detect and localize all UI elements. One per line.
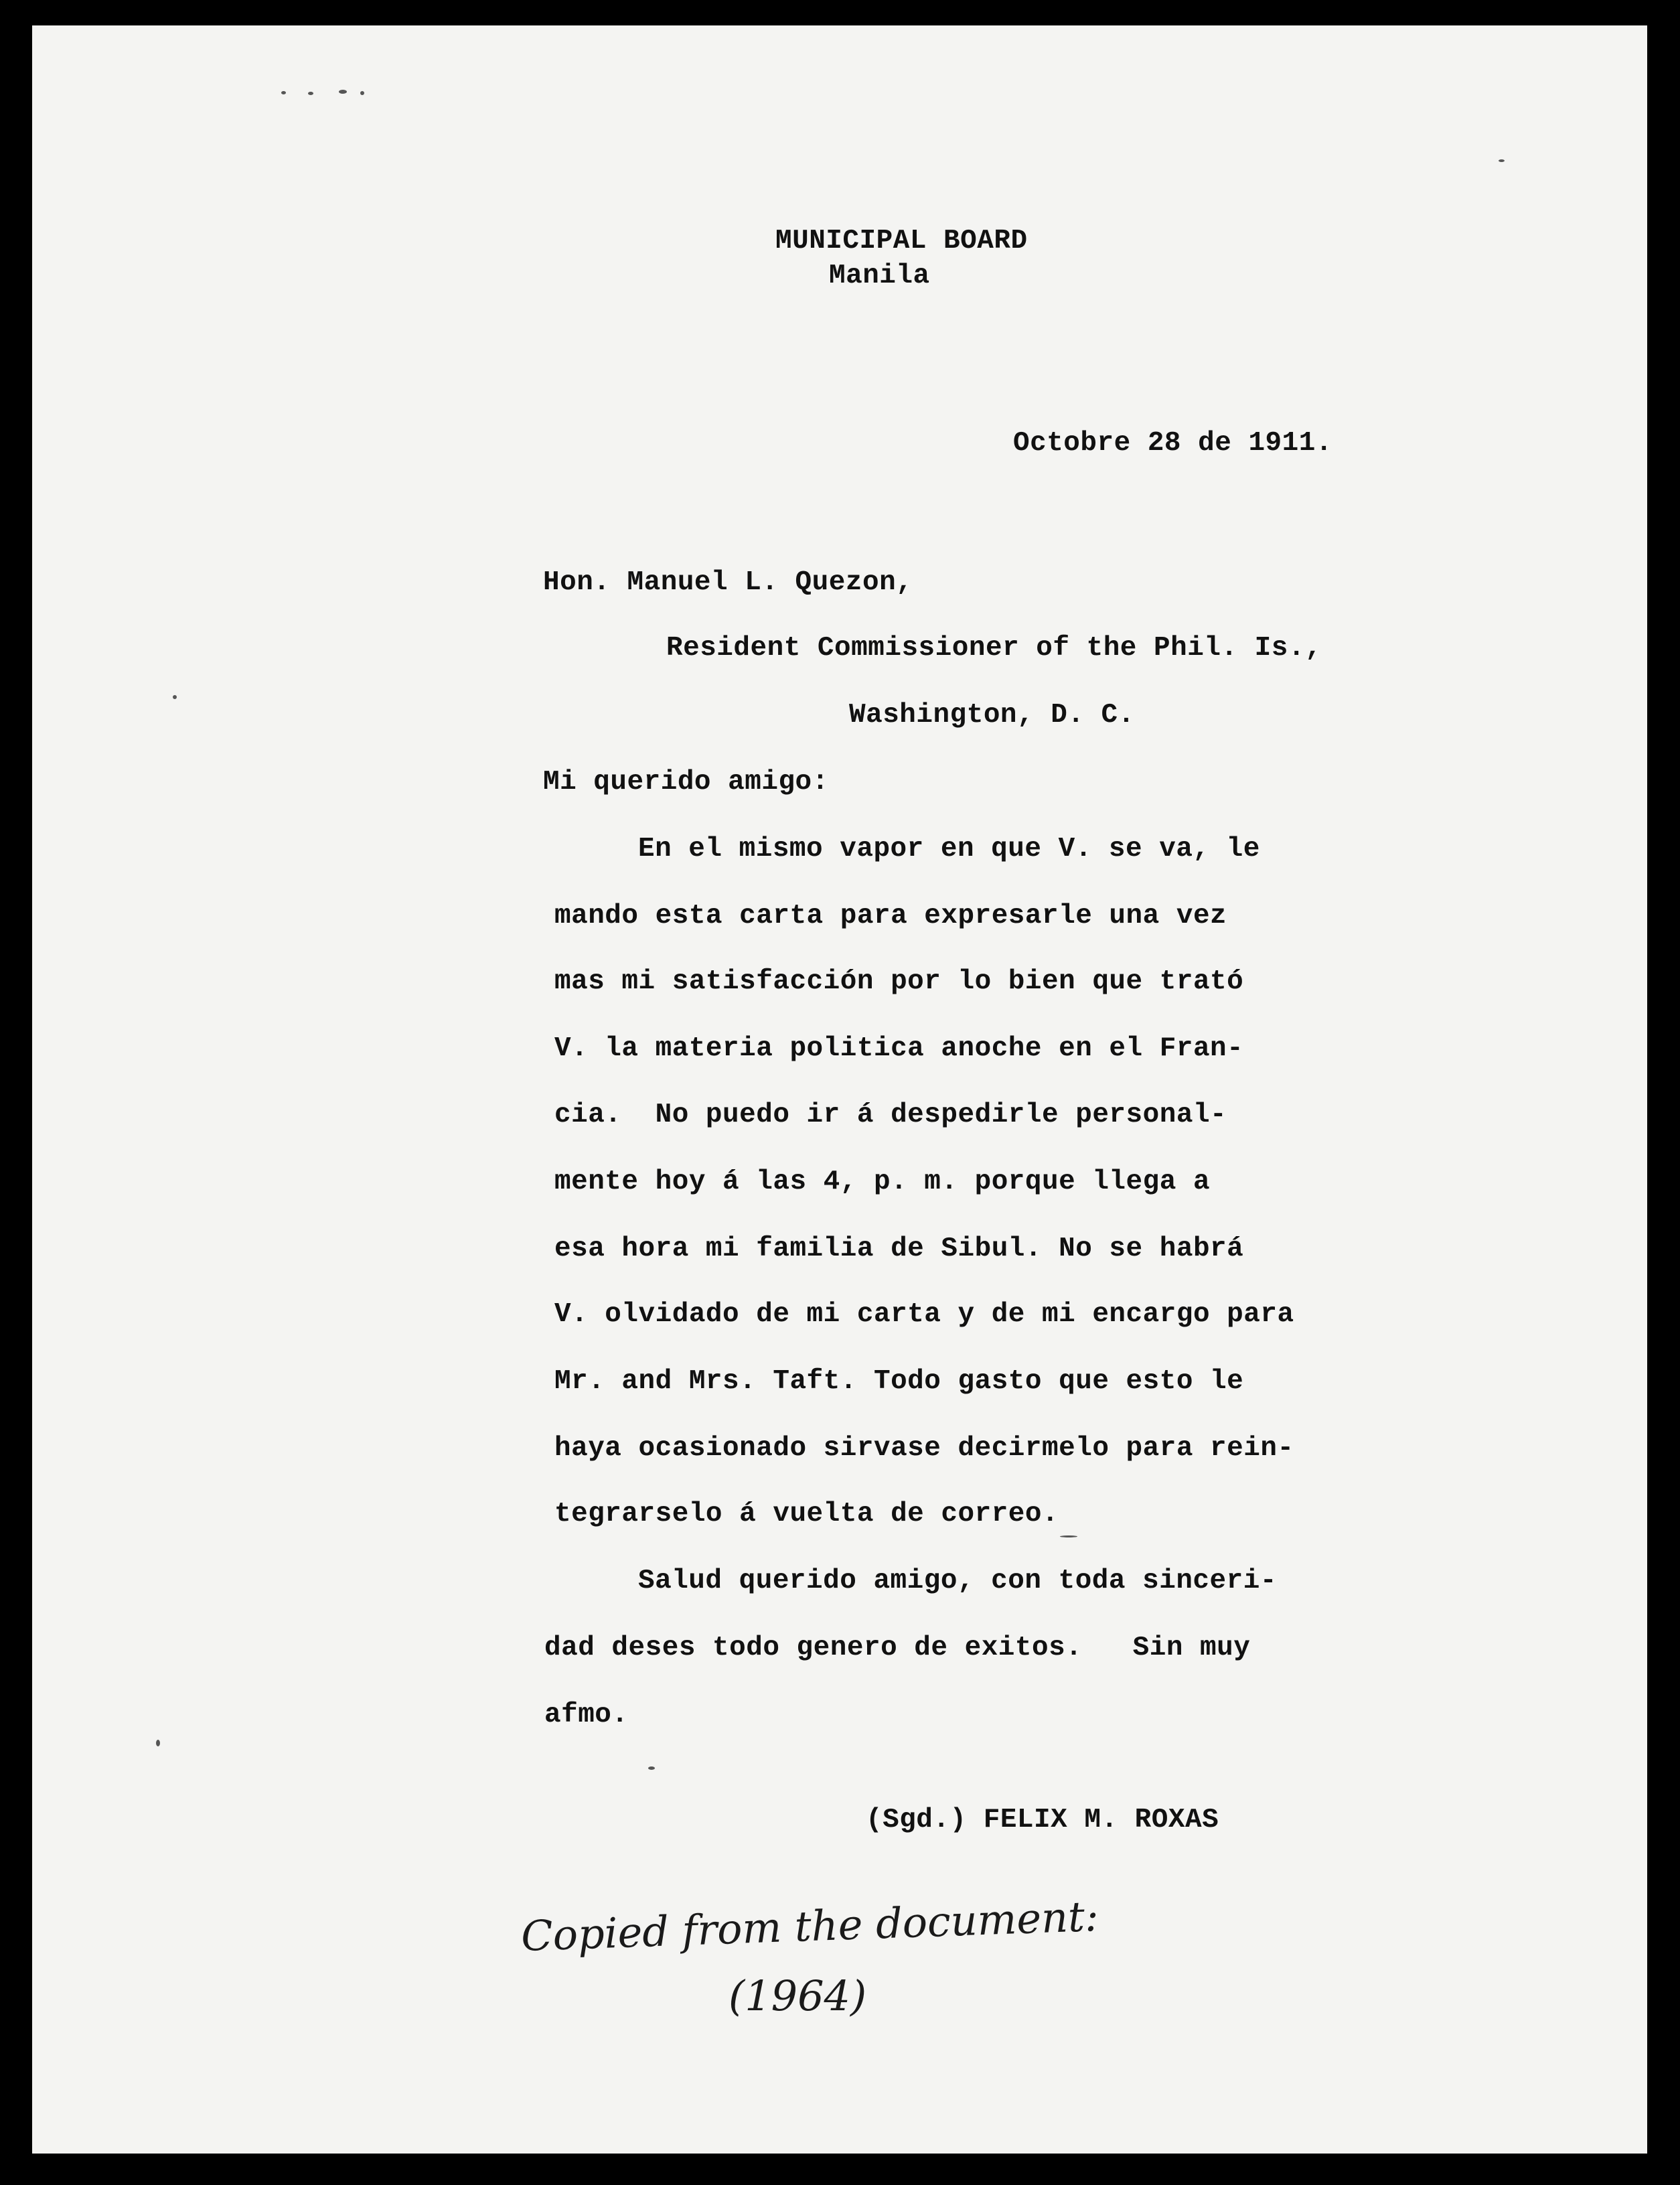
body-line: V. olvidado de mi carta y de mi encargo para — [554, 1299, 1294, 1330]
recipient-location: Washington, D. C. — [849, 700, 1135, 731]
body-line: V. la materia politica anoche en el Fran- — [554, 1033, 1244, 1064]
letter-page — [32, 25, 1647, 2154]
handwritten-year: (1964) — [729, 1971, 867, 2020]
handwritten-note: Copied from the document: — [520, 1891, 1099, 1961]
scan-speck — [1060, 1535, 1077, 1537]
body-line: mando esta carta para expresarle una vez — [554, 901, 1227, 931]
recipient-name: Hon. Manuel L. Quezon, — [543, 567, 913, 598]
scan-speck — [308, 92, 313, 95]
scan-speck — [173, 695, 177, 699]
letterhead-org: MUNICIPAL BOARD — [775, 226, 1028, 256]
recipient-title: Resident Commissioner of the Phil. Is., — [666, 633, 1322, 664]
body-line: En el mismo vapor en que V. se va, le — [638, 834, 1260, 864]
salutation: Mi querido amigo: — [543, 767, 829, 798]
body-line: Mr. and Mrs. Taft. Todo gasto que esto le — [554, 1366, 1244, 1397]
body-line: cia. No puedo ir á despedirle personal- — [554, 1100, 1227, 1130]
body-line: tegrarselo á vuelta de correo. — [554, 1499, 1059, 1529]
body-line: afmo. — [544, 1700, 629, 1730]
scan-speck — [648, 1766, 655, 1770]
signature: (Sgd.) FELIX M. ROXAS — [866, 1805, 1219, 1835]
scan-speck — [1499, 159, 1505, 162]
body-line: haya ocasionado sirvase decirmelo para rein- — [554, 1433, 1294, 1464]
scan-speck — [156, 1740, 160, 1746]
scan-speck — [339, 90, 347, 94]
letterhead-city: Manila — [829, 260, 930, 291]
scan-speck — [360, 91, 364, 95]
body-line: Salud querido amigo, con toda sinceri- — [638, 1566, 1277, 1596]
letter-date: Octobre 28 de 1911. — [1013, 428, 1332, 459]
body-line: dad deses todo genero de exitos. Sin muy — [544, 1633, 1251, 1663]
body-line: esa hora mi familia de Sibul. No se habrá — [554, 1233, 1244, 1264]
scan-speck — [281, 91, 286, 94]
body-line: mas mi satisfacción por lo bien que trató — [554, 966, 1244, 997]
body-line: mente hoy á las 4, p. m. porque llega a — [554, 1166, 1211, 1197]
